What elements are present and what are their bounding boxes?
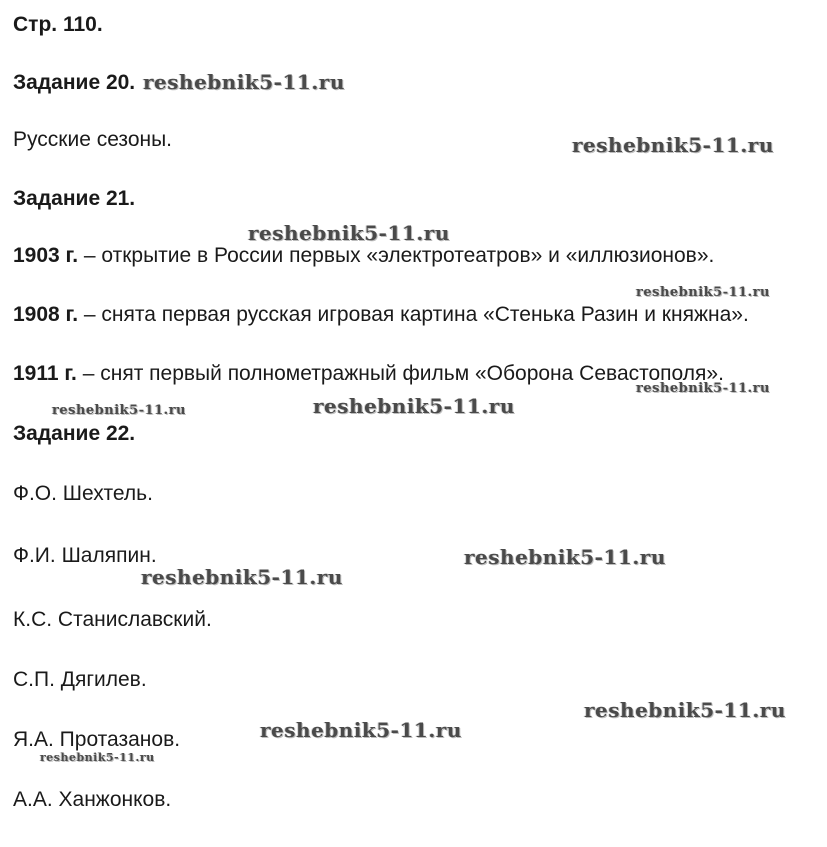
task21-item-year: 1903 г. [13, 244, 79, 267]
task22-name: С.П. Дягилев. [13, 668, 147, 691]
task20-answer: Русские сезоны. [13, 128, 173, 151]
watermark: reshebnik5-11.ru [636, 381, 771, 396]
watermark: reshebnik5-11.ru [572, 133, 774, 157]
task22-name: А.А. Ханжонков. [13, 788, 172, 811]
task20-heading: Задание 20. [13, 71, 136, 94]
watermark: reshebnik5-11.ru [464, 545, 666, 569]
page-header: Стр. 110. [13, 13, 103, 36]
task21-item-year: 1911 г. [13, 362, 77, 385]
task21-item-year: 1908 г. [13, 303, 79, 326]
task21-item [13, 363, 724, 384]
watermark: reshebnik5-11.ru [40, 751, 155, 764]
task22-name: К.С. Станиславский. [13, 608, 212, 631]
watermark: reshebnik5-11.ru [248, 221, 450, 245]
watermark: reshebnik5-11.ru [584, 698, 786, 722]
watermark: reshebnik5-11.ru [260, 718, 462, 742]
task22-heading: Задание 22. [13, 422, 136, 445]
watermark: reshebnik5-11.ru [143, 70, 345, 94]
task22-name: Ф.И. Шаляпин. [13, 544, 157, 567]
watermark: reshebnik5-11.ru [52, 403, 187, 418]
task21-item [13, 245, 714, 266]
task22-name: Я.А. Протазанов. [13, 728, 181, 751]
task21-item-text: – открытие в России первых «электротеатров» и «иллюзионов». [78, 244, 715, 267]
task21-heading: Задание 21. [13, 187, 136, 210]
task21-item-text: – снята первая русская игровая картина «Стенька Разин и княжна». [78, 303, 749, 326]
task22-name: Ф.О. Шехтель. [13, 482, 153, 505]
watermark: reshebnik5-11.ru [141, 565, 343, 589]
task21-item-text: – снят первый полнометражный фильм «Оборона Севастополя». [76, 362, 724, 385]
watermark: reshebnik5-11.ru [313, 394, 515, 418]
task21-item [13, 304, 749, 325]
watermark: reshebnik5-11.ru [636, 285, 771, 300]
